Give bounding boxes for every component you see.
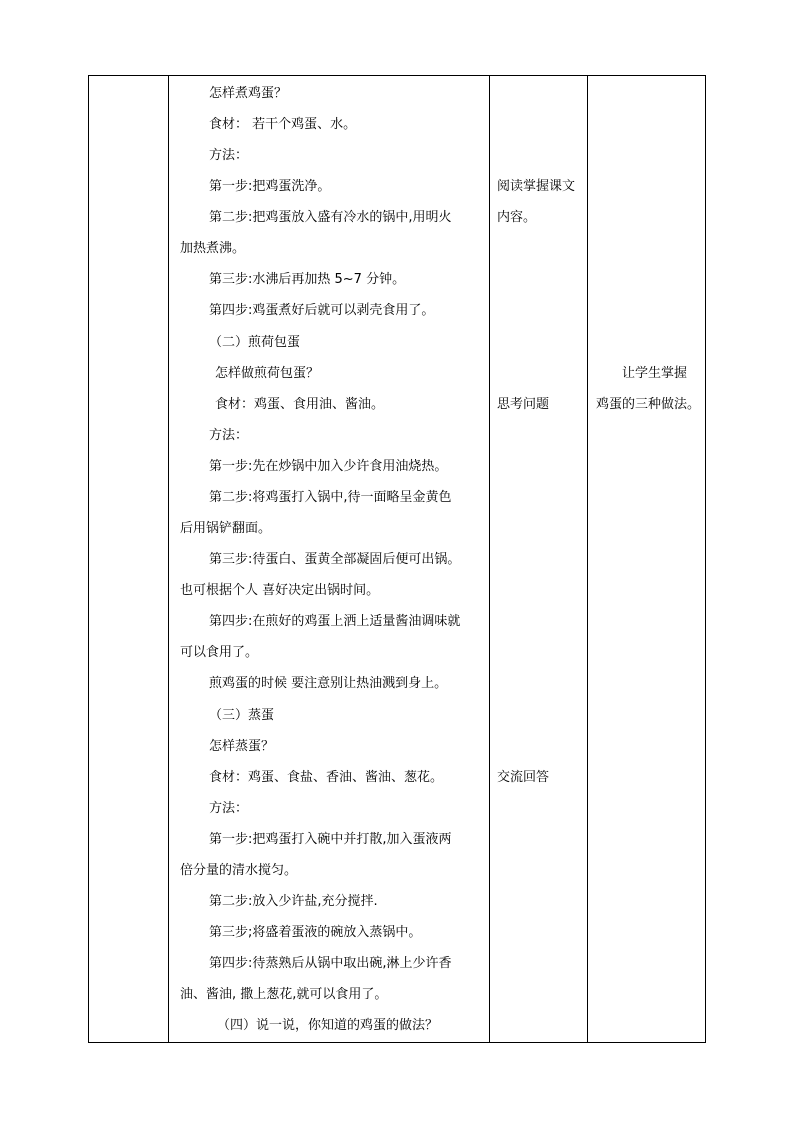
column-divider-3: [587, 76, 588, 1042]
design-intent-line-2: 鸡蛋的三种做法。: [596, 397, 701, 412]
content-line: 第四步:鸡蛋煮好后就可以剥壳食用了。: [209, 303, 435, 318]
content-line: 倍分量的清水搅匀。: [180, 863, 298, 878]
content-line: 怎样做煎荷包蛋？: [215, 366, 320, 381]
student-activity-2: 思考问题: [497, 397, 550, 412]
student-activity-1-cont: 内容。: [497, 210, 537, 225]
content-line: 第四步:在煎好的鸡蛋上洒上适量酱油调味就: [209, 614, 461, 629]
content-line: 第二步:放入少许盐,充分搅拌.: [209, 894, 378, 909]
lesson-table: [88, 75, 706, 1043]
content-line: 方法：: [209, 801, 249, 816]
content-line: 后用锅铲翻面。: [180, 521, 272, 536]
content-line: 怎样煮鸡蛋？: [209, 86, 288, 101]
student-activity-3: 交流回答: [497, 770, 550, 785]
content-line: 食材： 若干个鸡蛋、水。: [209, 117, 357, 132]
content-line: 可以食用了。: [180, 645, 259, 660]
content-line: 第一步:先在炒锅中加入少许食用油烧热。: [209, 459, 448, 474]
content-line: 油、酱油, 撒上葱花,就可以食用了。: [180, 987, 388, 1002]
content-line: 方法：: [209, 148, 249, 163]
content-line: 第三步:待蛋白、蛋黄全部凝固后便可出锅。: [209, 552, 461, 567]
content-line: 第三步:水沸后再加热 5~7 分钟。: [209, 272, 406, 287]
content-line: 怎样蒸蛋？: [209, 739, 275, 754]
content-line: 第二步:将鸡蛋打入锅中,待一面略呈金黄色: [209, 490, 452, 505]
content-line: 煎鸡蛋的时候 要注意别让热油溅到身上。: [209, 676, 448, 691]
section-heading: （三）蒸蛋: [209, 708, 275, 723]
column-divider-2: [489, 76, 490, 1042]
section-heading: （二）煎荷包蛋: [209, 335, 301, 350]
content-line: 食材：鸡蛋、食用油、酱油。: [215, 397, 385, 412]
content-line: 第二步:把鸡蛋放入盛有冷水的锅中,用明火: [209, 210, 452, 225]
teaching-content-column: [169, 76, 489, 1042]
section-heading: （四）说一说，你知道的鸡蛋的做法？: [217, 1018, 439, 1033]
content-line: 也可根据个人 喜好决定出锅时间。: [180, 583, 380, 598]
content-line: 第一步:把鸡蛋洗净。: [209, 179, 331, 194]
content-line: 第三步;将盛着蛋液的碗放入蒸锅中。: [209, 925, 422, 940]
content-line: 加热煮沸。: [180, 241, 246, 256]
design-intent-line-1: 让学生掌握: [622, 366, 688, 381]
content-line: 方法：: [209, 428, 249, 443]
content-line: 第四步:待蒸熟后从锅中取出碗,淋上少许香: [209, 956, 452, 971]
content-line: 食材：鸡蛋、食盐、香油、酱油、葱花。: [209, 770, 444, 785]
student-activity-1: 阅读掌握课文: [497, 179, 576, 194]
content-line: 第一步:把鸡蛋打入碗中并打散,加入蛋液两: [209, 832, 452, 847]
